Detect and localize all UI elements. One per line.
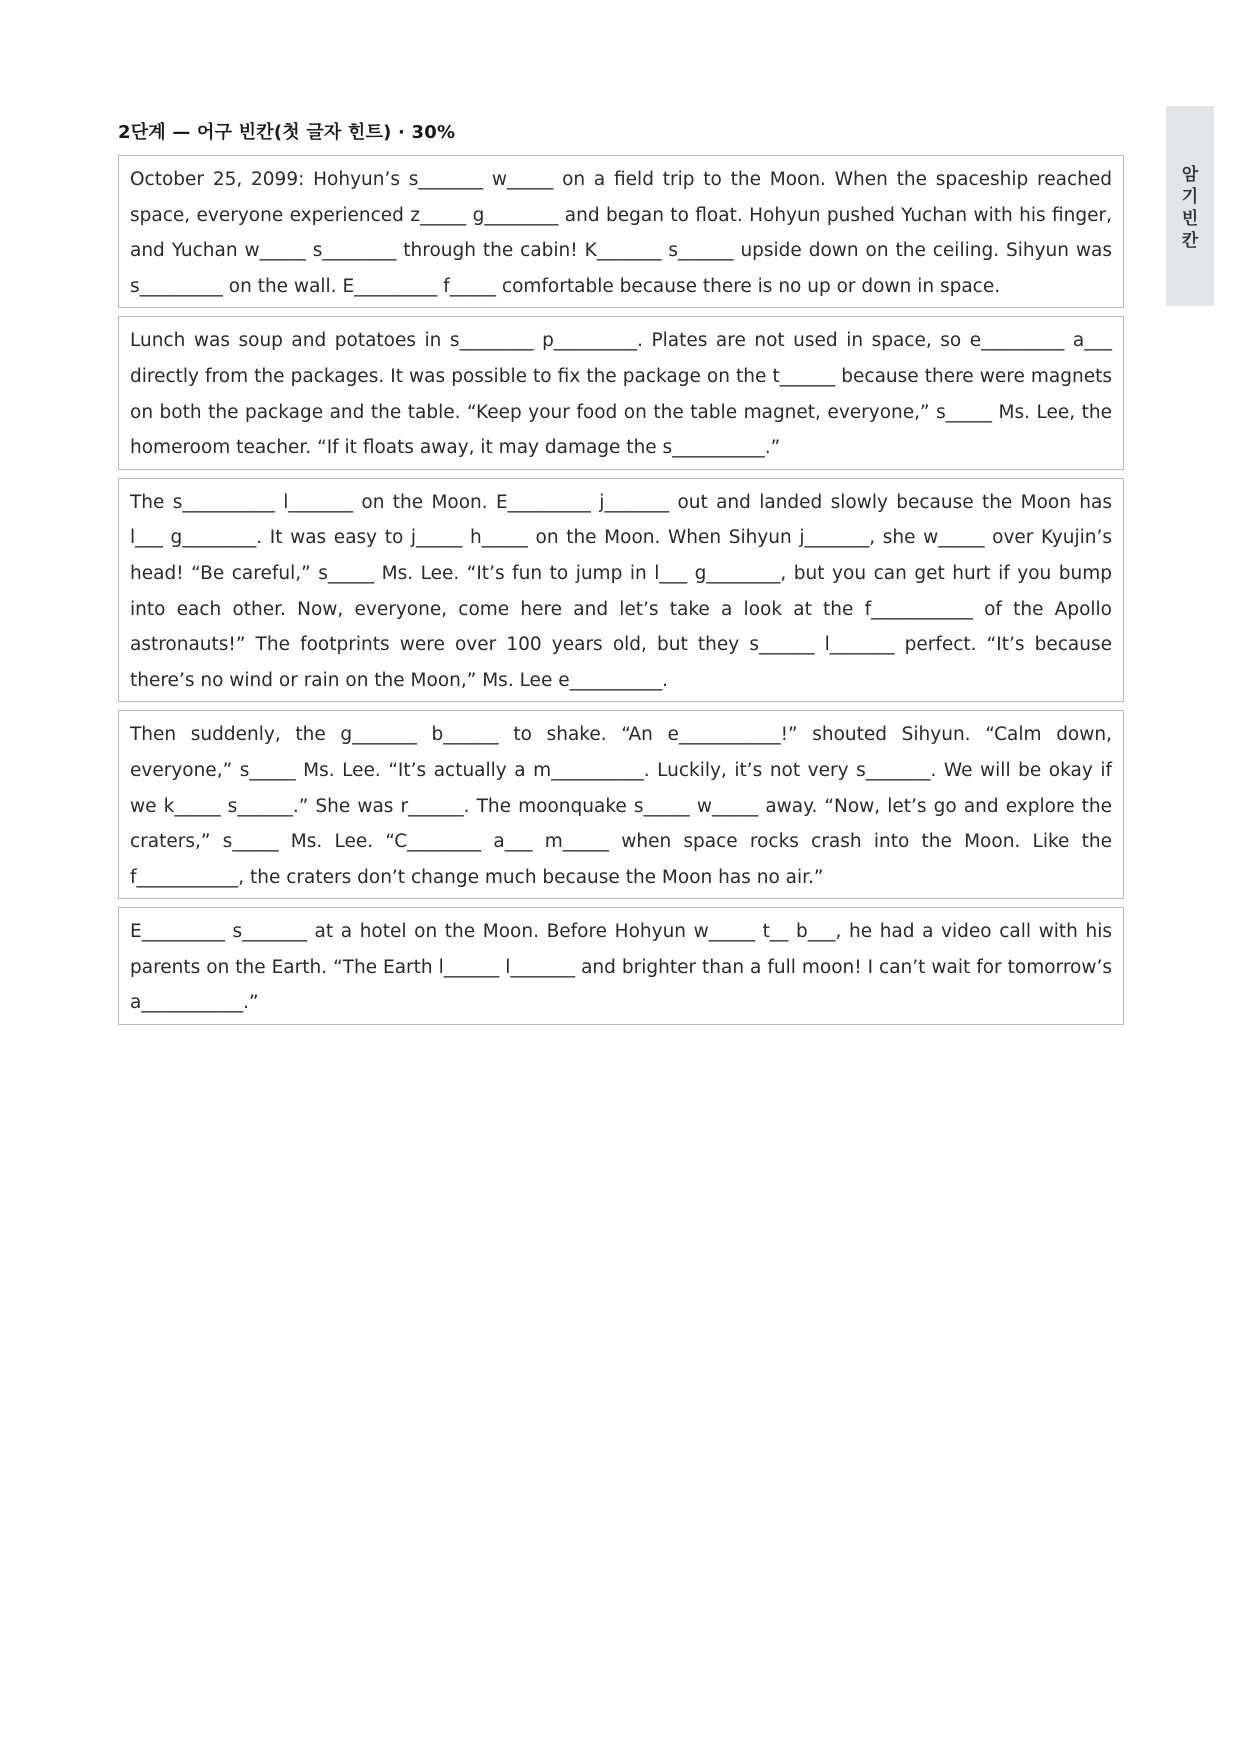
side-tab-char: 기: [1181, 187, 1199, 207]
passage-box: October 25, 2099: Hohyun’s s_______ w_____ on a field trip to the Moon. When the spaceship reached space, everyone experienced z_____ g________ and began to float. Hohyun pushed Yuchan with his finger, and Yuchan w_____ s________ through the cabin! K_______ s______ upside down on the ceiling. Sihyun was s_________ on the wall. E_________ f_____ comfortable because there is no up or down in space.: [118, 155, 1124, 308]
side-tab-char: 빈: [1181, 209, 1199, 229]
passage-box: Then suddenly, the g_______ b______ to shake. “An e___________!” shouted Sihyun. “Calm down, everyone,” s_____ Ms. Lee. “It’s actually a m__________. Luckily, it’s not very s_______. We will be okay if we k_____ s______.” She was r______. The moonquake s_____ w_____ away. “Now, let’s go and explore the craters,” s_____ Ms. Lee. “C________ a___ m_____ when space rocks crash into the Moon. Like the f___________, the craters don’t change much because the Moon has no air.”: [118, 710, 1124, 899]
side-tab-char: 칸: [1181, 231, 1199, 251]
passage-list: [118, 155, 1124, 1033]
passage-box: The s__________ l_______ on the Moon. E_________ j_______ out and landed slowly because the Moon has l___ g________. It was easy to j_____ h_____ on the Moon. When Sihyun j_______, she w_____ over Kyujin’s head! “Be careful,” s_____ Ms. Lee. “It’s fun to jump in l___ g________, but you can get hurt if you bump into each other. Now, everyone, come here and let’s take a look at the f___________ of the Apollo astronauts!” The footprints were over 100 years old, but they s______ l_______ perfect. “It’s because there’s no wind or rain on the Moon,” Ms. Lee e__________.: [118, 478, 1124, 703]
side-tab-char: 암: [1181, 165, 1199, 185]
passage-box: Lunch was soup and potatoes in s________ p_________. Plates are not used in space, so e_________ a___ directly from the packages. It was possible to fix the package on the t______ because there were magnets on both the package and the table. “Keep your food on the table magnet, everyone,” s_____ Ms. Lee, the homeroom teacher. “If it floats away, it may damage the s__________.”: [118, 316, 1124, 469]
passage-box: E_________ s_______ at a hotel on the Moon. Before Hohyun w_____ t__ b___, he had a video call with his parents on the Earth. “The Earth l______ l_______ and brighter than a full moon! I can’t wait for tomorrow’s a___________.”: [118, 907, 1124, 1025]
side-tab: [1166, 106, 1214, 306]
page-title: 2단계 — 어구 빈칸(첫 글자 힌트) · 30%: [118, 122, 456, 143]
